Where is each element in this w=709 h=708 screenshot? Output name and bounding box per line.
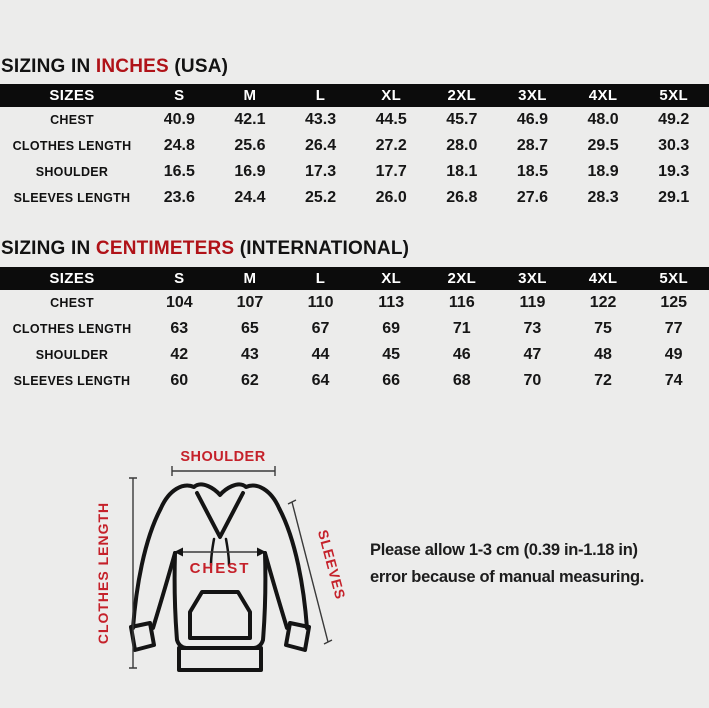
size-value-cell: 113: [378, 294, 405, 311]
size-value-cell: 16.5: [163, 163, 195, 180]
size-value-cell: 68: [452, 372, 471, 389]
hood-opening: [197, 493, 243, 537]
size-value-cell: 74: [664, 372, 683, 389]
kangaroo-pocket: [190, 592, 250, 638]
size-value-cell: 27.6: [516, 189, 548, 206]
col-header-2xl: 2XL: [427, 267, 498, 290]
col-header-s: S: [144, 267, 215, 290]
size-value-cell: 17.3: [304, 163, 337, 180]
size-value-cell: 18.1: [446, 163, 478, 180]
sizing-table-inches: [0, 84, 709, 211]
table-row: [0, 107, 709, 133]
size-value-cell: 25.6: [234, 137, 266, 154]
size-value-cell: 19.3: [658, 163, 690, 180]
size-value-cell: 73: [523, 320, 542, 337]
size-value-cell: 44.5: [375, 111, 407, 128]
table-row: [0, 368, 709, 394]
table-row: [0, 290, 709, 316]
title-suffix: (USA): [168, 56, 229, 77]
size-value-cell: 71: [452, 320, 471, 337]
size-value-cell: 18.9: [587, 163, 619, 180]
shoulder-label: SHOULDER: [180, 449, 266, 465]
size-value-cell: 45: [382, 346, 401, 363]
size-value-cell: 28.3: [587, 189, 619, 206]
col-header-4xl: 4XL: [568, 84, 639, 107]
col-header-l: L: [285, 84, 356, 107]
size-value-cell: 28.7: [516, 137, 548, 154]
row-label: SLEEVES LENGTH: [13, 374, 131, 388]
waistband: [179, 648, 261, 670]
size-value-cell: 75: [594, 320, 612, 337]
shoulder-measure-line: [172, 466, 275, 476]
table-header-row: [0, 84, 709, 107]
size-value-cell: 25.2: [304, 189, 337, 206]
chest-label: CHEST: [189, 560, 251, 577]
size-value-cell: 46: [452, 346, 471, 363]
size-value-cell: 29.5: [587, 137, 619, 154]
col-header-3xl: 3XL: [497, 267, 568, 290]
left-sleeve-seam: [153, 553, 175, 628]
table-row: [0, 316, 709, 342]
size-value-cell: 43: [241, 346, 259, 363]
size-value-cell: 17.7: [375, 163, 407, 180]
size-value-cell: 45.7: [446, 111, 478, 128]
size-value-cell: 70: [523, 372, 542, 389]
size-value-cell: 49: [664, 346, 683, 363]
col-header-l: L: [285, 267, 356, 290]
clothes-length-measure-line: [129, 478, 137, 668]
col-header-xl: XL: [356, 267, 427, 290]
size-value-cell: 46.9: [516, 111, 548, 128]
clothes-length-label: CLOTHES LENGTH: [95, 501, 111, 645]
size-value-cell: 64: [311, 372, 330, 389]
size-value-cell: 119: [519, 294, 546, 311]
col-header-s: S: [144, 84, 215, 107]
measuring-note-line-1: Please allow 1-3 cm (0.39 in-1.18 in): [370, 541, 638, 559]
section-title-inches: [1, 55, 228, 79]
title-highlight-inches: INCHES: [95, 56, 169, 77]
col-header-5xl: 5XL: [638, 84, 709, 107]
col-header-2xl: 2XL: [427, 84, 498, 107]
size-value-cell: 122: [589, 294, 617, 311]
row-label: SHOULDER: [35, 348, 109, 362]
col-header-xl: XL: [356, 84, 427, 107]
size-value-cell: 65: [241, 320, 259, 337]
size-value-cell: 47: [523, 346, 542, 363]
size-value-cell: 40.9: [163, 111, 195, 128]
size-value-cell: 72: [594, 372, 612, 389]
size-value-cell: 49.2: [658, 111, 690, 128]
title-highlight-centimeters: CENTIMETERS: [95, 238, 235, 259]
size-value-cell: 104: [165, 294, 193, 311]
size-value-cell: 125: [660, 294, 688, 311]
size-value-cell: 42.1: [234, 111, 266, 128]
row-label: SLEEVES LENGTH: [13, 191, 131, 205]
table-row: [0, 133, 709, 159]
table-row: [0, 159, 709, 185]
size-value-cell: 77: [664, 320, 683, 337]
table-row: [0, 342, 709, 368]
size-value-cell: 26.0: [375, 189, 407, 206]
col-header-4xl: 4XL: [568, 267, 639, 290]
size-value-cell: 26.4: [304, 137, 337, 154]
size-value-cell: 24.4: [234, 189, 266, 206]
size-value-cell: 28.0: [446, 137, 478, 154]
title-prefix: SIZING IN: [1, 56, 96, 77]
sizing-table-centimeters: [0, 267, 709, 394]
size-value-cell: 62: [241, 372, 259, 389]
col-header-5xl: 5XL: [638, 267, 709, 290]
col-header-3xl: 3XL: [497, 84, 568, 107]
measuring-note: [370, 537, 700, 591]
section-title-centimeters: [1, 237, 409, 261]
right-sleeve-seam: [265, 553, 287, 628]
title-suffix: (INTERNATIONAL): [234, 238, 410, 259]
size-value-cell: 16.9: [234, 163, 266, 180]
size-value-cell: 26.8: [446, 189, 478, 206]
row-label: SHOULDER: [35, 165, 109, 179]
size-value-cell: 60: [170, 372, 189, 389]
size-value-cell: 42: [170, 346, 189, 363]
table-row: [0, 185, 709, 211]
size-value-cell: 43.3: [304, 111, 337, 128]
title-prefix: SIZING IN: [1, 238, 96, 259]
measuring-note-line-2: error because of manual measuring.: [370, 568, 645, 586]
col-header-m: M: [215, 267, 286, 290]
size-value-cell: 63: [170, 320, 189, 337]
size-value-cell: 110: [307, 294, 334, 311]
col-header-m: M: [215, 84, 286, 107]
size-value-cell: 30.3: [658, 137, 690, 154]
left-cuff: [131, 623, 154, 650]
size-value-cell: 116: [448, 294, 475, 311]
size-value-cell: 44: [311, 346, 330, 363]
size-value-cell: 48.0: [587, 111, 619, 128]
col-header-sizes: SIZES: [0, 267, 144, 290]
sleeves-label: SLEEVES: [314, 528, 349, 602]
size-value-cell: 67: [311, 320, 330, 337]
row-label: CLOTHES LENGTH: [12, 139, 132, 153]
col-header-sizes: SIZES: [0, 84, 144, 107]
size-value-cell: 66: [382, 372, 401, 389]
right-cuff: [286, 623, 309, 650]
row-label: CHEST: [50, 113, 94, 127]
size-value-cell: 29.1: [658, 189, 690, 206]
row-label: CHEST: [50, 296, 94, 310]
hoodie-measurement-diagram: [90, 440, 360, 690]
table-header-row: [0, 267, 709, 290]
size-value-cell: 24.8: [163, 137, 195, 154]
row-label: CLOTHES LENGTH: [12, 322, 132, 336]
size-value-cell: 48: [594, 346, 612, 363]
size-value-cell: 18.5: [516, 163, 548, 180]
size-value-cell: 69: [382, 320, 401, 337]
size-value-cell: 23.6: [163, 189, 195, 206]
size-value-cell: 107: [236, 294, 264, 311]
size-value-cell: 27.2: [375, 137, 407, 154]
